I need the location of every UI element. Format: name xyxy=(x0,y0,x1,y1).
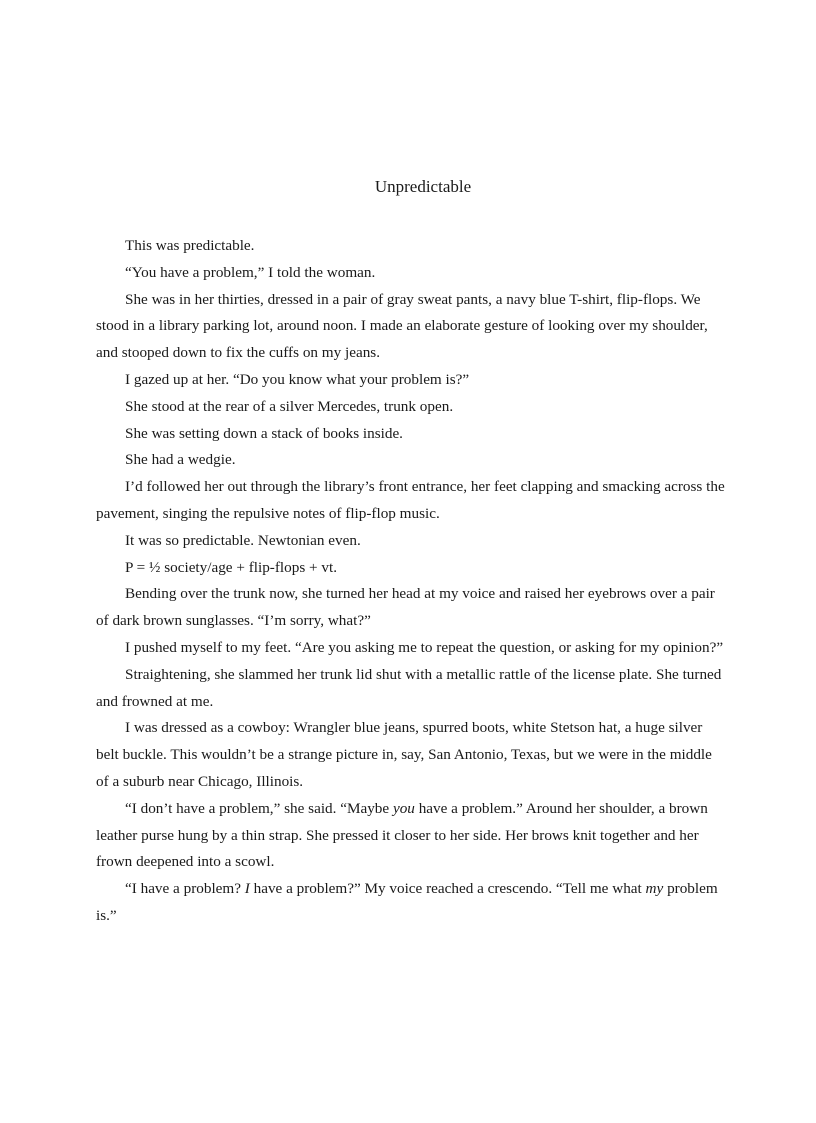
paragraph-text: I’d followed her out through the library’s front entrance, her feet clapping and smacking across the pavement, singing the repulsive notes of flip-flop music. xyxy=(96,478,725,522)
paragraph-text: have a problem.” Around her shoulder, a brown leather purse hung by a thin strap. She pressed it closer to her side. Her brows knit together and her frown deepened into a scowl. xyxy=(96,799,708,871)
paragraph-text: I was dressed as a cowboy: Wrangler blue jeans, spurred boots, white Stetson hat, a huge silver belt buckle. This wouldn’t be a strange picture in, say, San Antonio, Texas, but we were in the middle of a suburb near Chicago, Illinois. xyxy=(96,719,712,790)
paragraph xyxy=(96,260,728,287)
paragraph-text: “You have a problem,” I told the woman. xyxy=(125,263,376,281)
paragraph xyxy=(96,876,728,930)
paragraph-text: problem is.” xyxy=(96,880,718,924)
paragraph xyxy=(96,447,728,474)
paragraph-text: I pushed myself to my feet. “Are you asking me to repeat the question, or asking for my opinion?” xyxy=(125,638,724,656)
paragraph-text: “I don’t have a problem,” she said. “Maybe xyxy=(125,799,393,817)
paragraph-text: have a problem?” My voice reached a crescendo. “Tell me what xyxy=(249,880,646,898)
paragraph-text: “I have a problem? xyxy=(125,880,245,898)
paragraph-text: She was in her thirties, dressed in a pair of gray sweat pants, a navy blue T-shirt, flip-flops. We stood in a library parking lot, around noon. I made an elaborate gesture of looking over my shoulder, and stooped down to fix the cuffs on my jeans. xyxy=(96,290,708,362)
paragraph xyxy=(96,474,728,528)
paragraph xyxy=(96,662,728,716)
paragraph xyxy=(96,367,728,394)
paragraph xyxy=(96,528,728,555)
paragraph xyxy=(96,715,728,795)
paragraph xyxy=(96,287,728,367)
paragraph-text: Bending over the trunk now, she turned her head at my voice and raised her eyebrows over a pair of dark brown sunglasses. “I’m sorry, what?” xyxy=(96,585,715,630)
paragraph xyxy=(96,394,728,421)
paragraph-text: She stood at the rear of a silver Mercedes, trunk open. xyxy=(125,397,454,415)
italic-text: my xyxy=(645,880,664,898)
paragraph-text: She had a wedgie. xyxy=(125,451,236,469)
paragraph xyxy=(96,233,728,260)
paragraph xyxy=(96,635,728,662)
paragraph-text: Straightening, she slammed her trunk lid shut with a metallic rattle of the license plate. She turned and frowned at me. xyxy=(96,665,722,710)
italic-text: I xyxy=(244,880,250,898)
paragraph xyxy=(96,796,728,876)
italic-text: you xyxy=(392,799,415,817)
paragraph-text: It was so predictable. Newtonian even. xyxy=(125,531,361,549)
paragraph xyxy=(96,581,728,635)
story-body xyxy=(96,233,728,930)
paragraph xyxy=(96,421,728,448)
paragraph-text: I gazed up at her. “Do you know what your problem is?” xyxy=(125,370,470,388)
paragraph-text: She was setting down a stack of books inside. xyxy=(125,424,403,442)
paragraph-text: This was predictable. xyxy=(125,237,255,254)
paragraph xyxy=(96,555,728,582)
page-title: Unpredictable xyxy=(374,177,472,196)
paragraph-text: P = ½ society/age + flip-flops + vt. xyxy=(125,558,337,576)
